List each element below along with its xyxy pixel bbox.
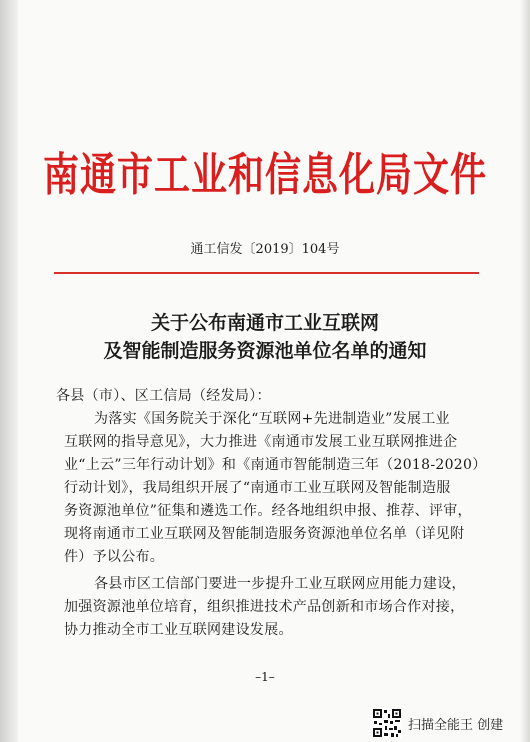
paragraph-1-line: 件）予以公布。	[64, 549, 165, 565]
paragraph-2-line: 各县市区工信部门要进一步提升工业互联网应用能力建设，	[94, 576, 466, 592]
salutation: 各县（市）、区工信局（经发局）：	[56, 388, 271, 404]
notice-title-line-1: 关于公布南通市工业互联网	[150, 312, 379, 334]
issuer-header-title: 南通市工业和信息化局文件	[42, 150, 487, 202]
scanner-watermark: 扫描全能王 创建	[408, 718, 504, 733]
paragraph-1-line: 业“上云”三年行动计划》和《南通市智能制造三年（2018-2020）	[64, 457, 487, 473]
page-number: –1–	[255, 670, 275, 684]
qr-code-icon	[372, 708, 402, 738]
paragraph-1-line: 行动计划》，我局组织开展了“南通市工业互联网及智能制造服	[64, 480, 451, 496]
notice-title	[0, 309, 530, 365]
paragraph-1	[64, 408, 487, 569]
paragraph-1-line: 为落实《国务院关于深化“互联网+先进制造业”发展工业	[94, 411, 450, 427]
document-body	[56, 385, 487, 642]
paragraph-1-line: 务资源池单位”征集和遴选工作。经各地组织申报、推荐、评审，	[64, 503, 472, 519]
red-divider-line	[54, 272, 479, 274]
paragraph-1-line: 互联网的指导意见》，大力推进《南通市发展工业互联网推进企	[64, 434, 458, 450]
paragraph-2	[64, 573, 484, 642]
paragraph-1-line: 现将南通市工业互联网及智能制造服务资源池单位名单（详见附	[64, 526, 465, 542]
notice-title-line-2: 及智能制造服务资源池单位名单的通知	[103, 340, 427, 362]
paragraph-2-line: 加强资源池单位培育，组织推进技术产品创新和市场合作对接，	[64, 599, 465, 615]
paragraph-2-line: 协力推动全市工业互联网建设发展。	[64, 622, 293, 638]
document-number: 通工信发〔2019〕104号	[190, 242, 340, 257]
